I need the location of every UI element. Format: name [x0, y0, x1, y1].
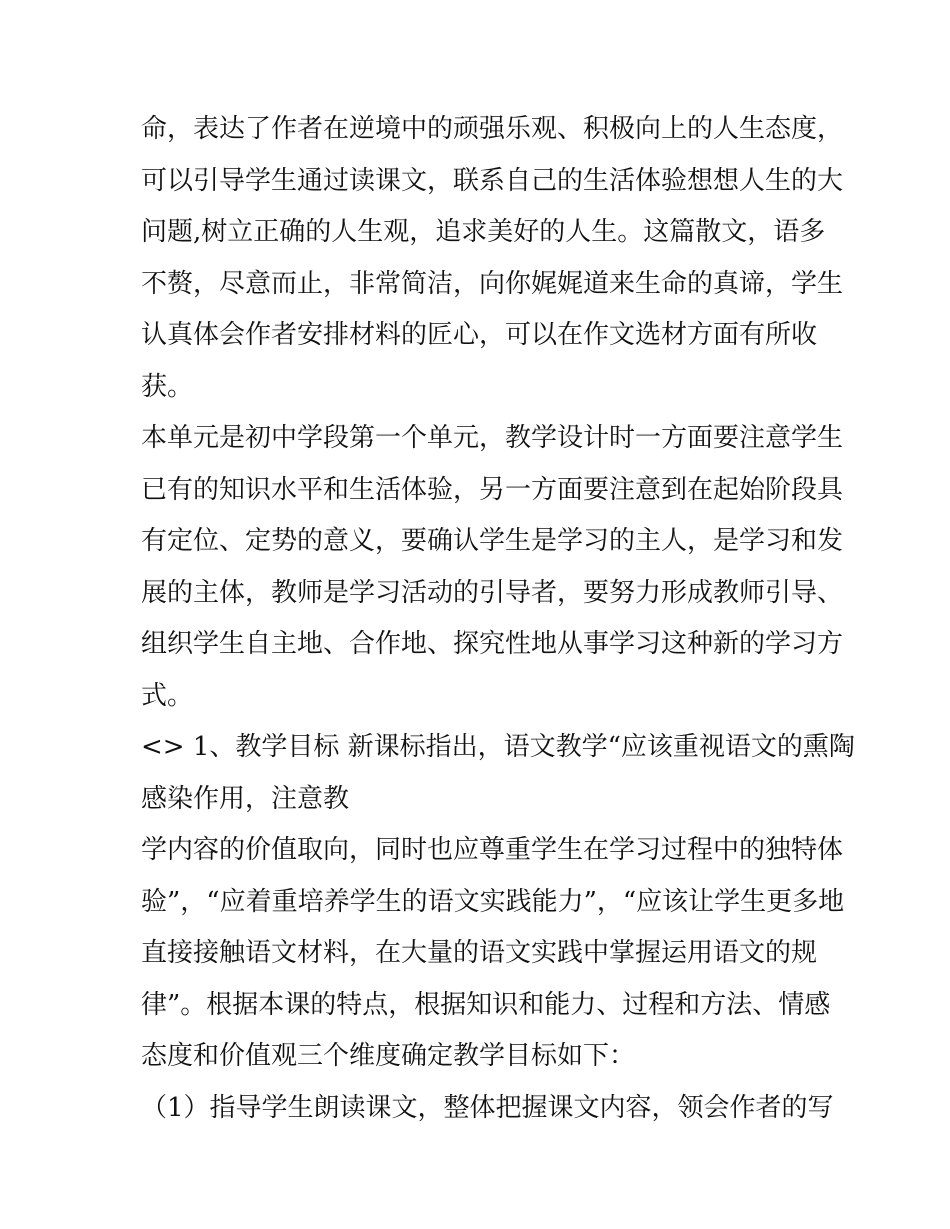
text-line: 组织学生自主地、合作地、探究性地从事学习这种新的学习方	[141, 629, 844, 659]
text-line: 获。	[141, 371, 194, 402]
text-line: 感染作用，注意教	[141, 783, 350, 814]
text-line: 问题,树立正确的人生观，追求美好的人生。这篇散文，语多	[141, 217, 826, 247]
document-body	[141, 104, 855, 1134]
text-line: 有定位、定势的意义，要确认学生是学习的主人，是学习和发	[141, 526, 844, 556]
text-line: 可以引导学生通过读课文，联系自己的生活体验想想人生的大	[141, 165, 844, 196]
text-line: 律”。根据本课的特点，根据知识和能力、过程和方法、情感	[141, 989, 831, 1020]
text-line: 命，表达了作者在逆境中的顽强乐观、积极向上的人生态度，	[141, 114, 844, 144]
text-line: <> 1、教学目标 新课标指出，语文教学“应该重视语文的熏陶	[141, 732, 855, 762]
text-line: 本单元是初中学段第一个单元，教学设计时一方面要注意学生	[141, 423, 844, 453]
text-line: 验”，“应着重培养学生的语文实践能力”，“应该让学生更多地	[141, 886, 845, 917]
text-line: 认真体会作者安排材料的匠心，可以在作文选材方面有所收	[141, 320, 818, 350]
text-line: 式。	[141, 680, 194, 711]
text-line: 已有的知识水平和生活体验，另一方面要注意到在起始阶段具	[141, 474, 844, 505]
text-line: 态度和价值观三个维度确定教学目标如下：	[141, 1041, 636, 1071]
text-line: 不赘，尽意而止，非常简洁，向你娓娓道来生命的真谛，学生	[141, 268, 844, 299]
text-line: 学内容的价值取向，同时也应尊重学生在学习过程中的独特体	[141, 835, 844, 865]
text-line: 直接接触语文材料，在大量的语文实践中掌握运用语文的规	[141, 938, 818, 968]
text-line: （1）指导学生朗读课文，整体把握课文内容，领会作者的写	[141, 1092, 834, 1123]
text-line: 展的主体，教师是学习活动的引导者，要努力形成教师引导、	[141, 577, 844, 608]
